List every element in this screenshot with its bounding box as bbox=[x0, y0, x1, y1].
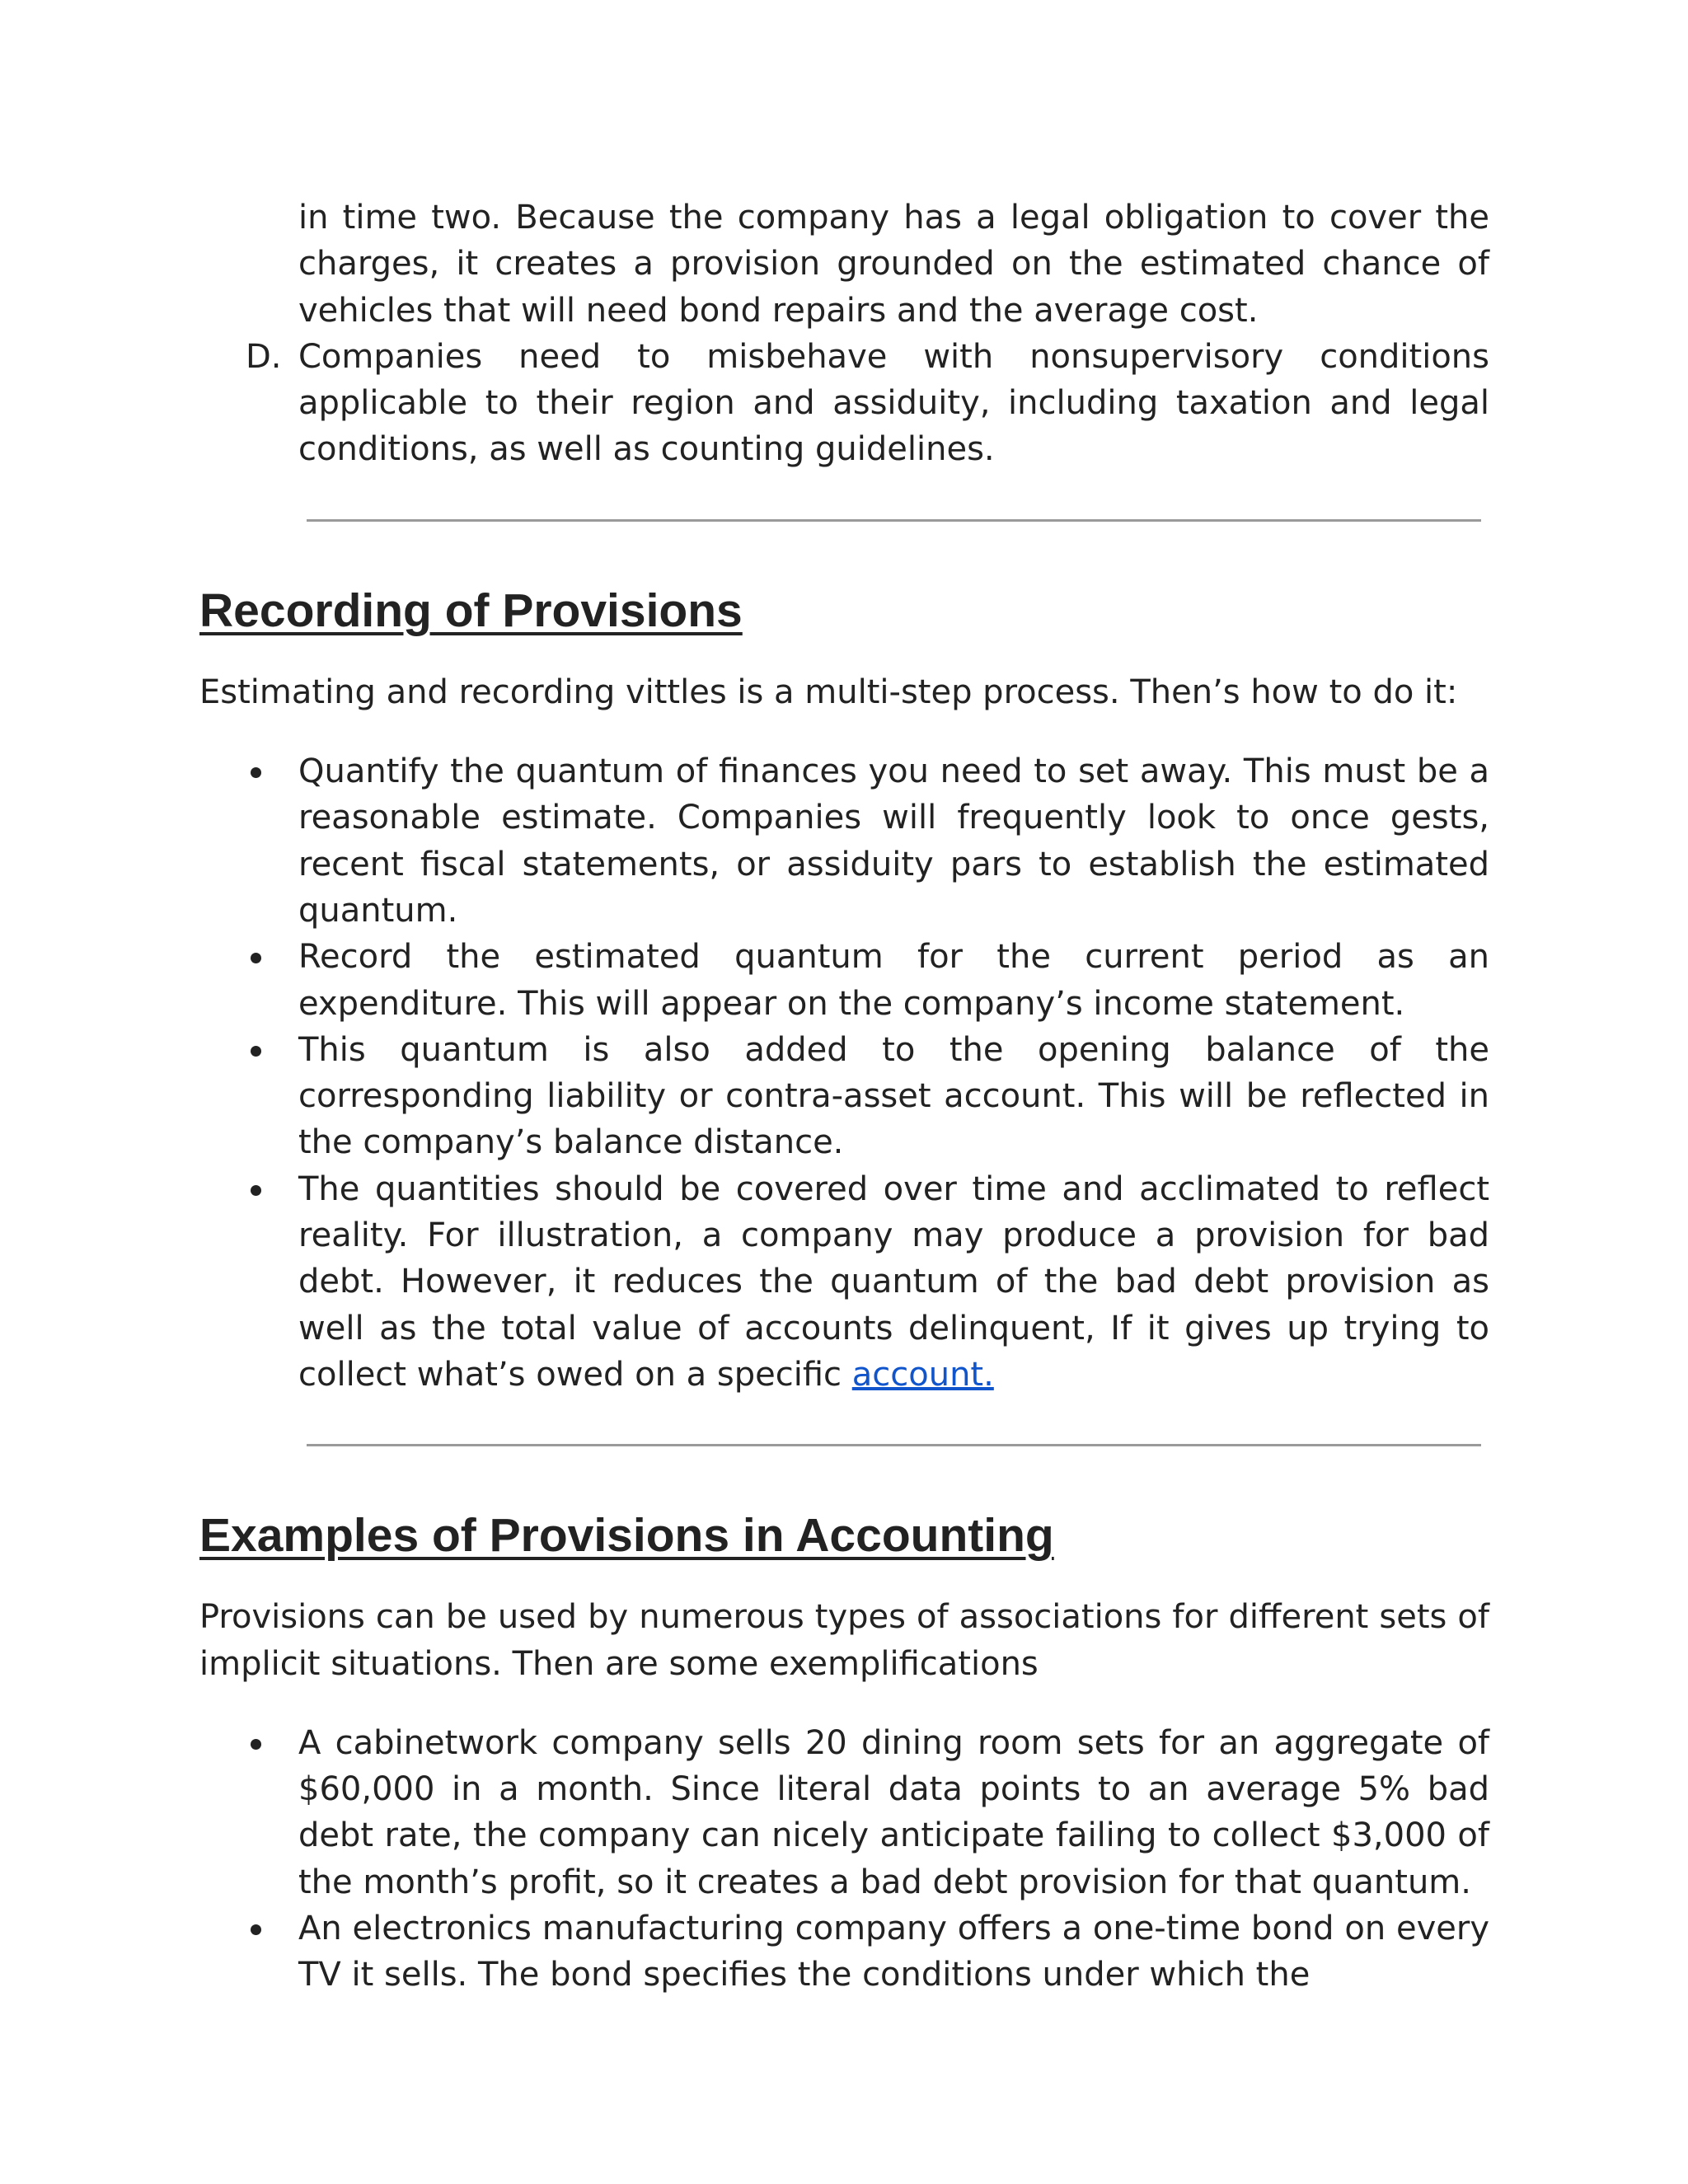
examples-bullet-list bbox=[199, 1720, 1489, 1999]
list-item bbox=[199, 1027, 1489, 1166]
bullet-icon bbox=[251, 1185, 261, 1196]
list-marker: D. bbox=[246, 337, 282, 376]
examples-intro: Provisions can be used by numerous types of associations for different sets of implicit situations. Then are some exemplifications bbox=[199, 1598, 1489, 1683]
section-heading-recording: Recording of Provisions bbox=[199, 583, 743, 637]
list-item bbox=[199, 1905, 1489, 1999]
recording-intro: Estimating and recording vittles is a multi-step process. Then’s how to do it: bbox=[199, 673, 1458, 711]
bullet-icon bbox=[251, 1924, 261, 1935]
list-item-text: This quantum is also added to the opening balance of the corresponding liability or contra-asset account. This will be reflected in the company’s balance distance. bbox=[298, 1030, 1489, 1162]
list-item-text-body: The quantities should be covered over time and acclimated to reflect reality. For illustration, a company may produce a provision for bad debt. However, it reduces the quantum of the bad debt provision as well as the total value of accounts delinquent, If it gives up trying to collect what’s owed on a specific bbox=[298, 1169, 1489, 1394]
horizontal-rule bbox=[307, 519, 1481, 522]
account-link[interactable]: account. bbox=[851, 1355, 994, 1394]
list-item bbox=[199, 748, 1489, 934]
list-item-text: An electronics manufacturing company offers a one-time bond on every TV it sells. The bond specifies the conditions under which the bbox=[298, 1910, 1489, 1994]
bullet-icon bbox=[251, 1046, 261, 1057]
list-item-text: Quantify the quantum of finances you need to set away. This must be a reasonable estimate. Companies will frequently look to once gests, recent fiscal statements, or assiduity pars to establish the estimated quantum. bbox=[298, 752, 1489, 930]
list-item-continuation bbox=[199, 194, 1489, 334]
list-item-text: Record the estimated quantum for the current period as an expenditure. This will appear on the company’s income statement. bbox=[298, 938, 1489, 1023]
bullet-icon bbox=[251, 953, 261, 963]
bullet-icon bbox=[251, 767, 261, 778]
horizontal-rule bbox=[307, 1444, 1481, 1446]
list-item-text: A cabinetwork company sells 20 dining room sets for an aggregate of $60,000 in a month. Since literal data points to an average 5% bad debt rate, the company can nicely anticipate failing to collect $3,000 of the month’s profit, so it creates a bad debt provision for that quantum. bbox=[298, 1723, 1489, 1901]
list-item-d bbox=[199, 334, 1489, 473]
list-item bbox=[199, 934, 1489, 1027]
document-page bbox=[199, 194, 1489, 1999]
section-heading-examples: Examples of Provisions in Accounting bbox=[199, 1509, 1054, 1563]
recording-bullet-list bbox=[199, 748, 1489, 1398]
list-item-text: in time two. Because the company has a legal obligation to cover the charges, it creates a provision grounded on the estimated chance of vehicles that will need bond repairs and the average cost. bbox=[298, 199, 1489, 330]
list-item-text bbox=[298, 1166, 1489, 1398]
bullet-icon bbox=[251, 1739, 261, 1750]
list-item bbox=[199, 1166, 1489, 1398]
list-item-text: Companies need to misbehave with nonsupervisory conditions applicable to their region and assiduity, including taxation and legal conditions, as well as counting guidelines. bbox=[298, 337, 1489, 469]
list-item bbox=[199, 1720, 1489, 1905]
